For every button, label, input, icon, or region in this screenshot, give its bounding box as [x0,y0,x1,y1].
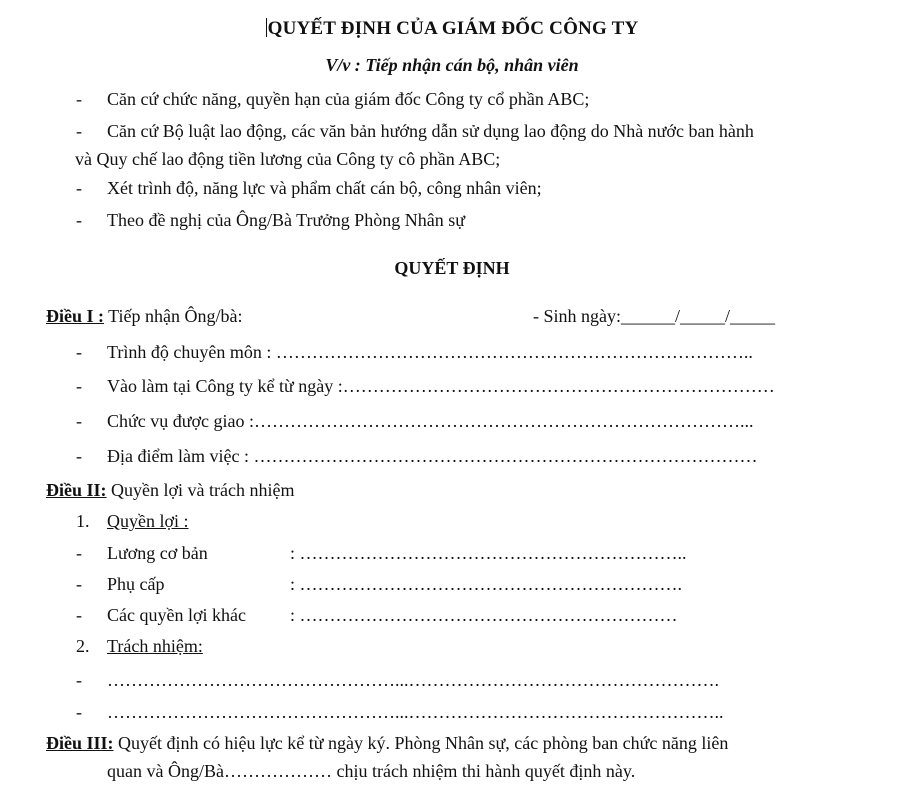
benefit-name: Lương cơ bản [107,543,208,563]
duties-heading: Trách nhiệm: [107,636,203,656]
article-1-item: Trình độ chuyên môn : …………………………………………………………………….. [107,342,753,362]
article-1-item: Chức vụ được giao :………………………………………………………………………... [107,411,754,431]
preamble-line: Căn cứ chức năng, quyền hạn của giám đốc Công ty cổ phần ABC; [107,89,590,109]
bullet: - [76,605,82,625]
article-3-text-continued: quan và Ông/Bà……………… chịu trách nhiệm thi hành quyết định này. [107,761,636,781]
benefit-name: Các quyền lợi khác [107,605,246,625]
bullet: - [76,702,82,722]
preamble-line: Xét trình độ, năng lực và phẩm chất cán bộ, công nhân viên; [107,178,542,198]
article-1-heading [46,306,243,327]
benefit-value: : ………………………………………………………. [290,574,683,594]
article-3-text: Quyết định có hiệu lực kể từ ngày ký. Phòng Nhân sự, các phòng ban chức năng liên [113,733,729,753]
bullet: - [76,376,82,396]
article-2-heading [46,480,294,501]
article-3-heading [46,733,728,754]
bullet: - [76,543,82,563]
bullet: - [76,342,82,362]
bullet: - [76,574,82,594]
article-1-text: Tiếp nhận Ông/bà: [104,306,243,326]
article-3-label: Điều III: [46,733,114,753]
article-2-text: Quyền lợi và trách nhiệm [106,480,295,500]
duty-line: …………………………………………...…………………………………………….. [107,702,724,722]
duty-line: …………………………………………...……………………………………………. [107,670,719,690]
bullet: - [76,670,82,690]
document-title [0,18,904,40]
bullet: - [76,121,82,141]
birth-date-field: - Sinh ngày:______/_____/_____ [533,306,775,326]
preamble-line: và Quy chế lao động tiền lương của Công ty cô phần ABC; [75,149,501,169]
duties-number: 2. [76,636,90,656]
bullet: - [76,446,82,466]
preamble-line: Theo đề nghị của Ông/Bà Trưởng Phòng Nhân sự [107,210,466,230]
benefit-value: : ……………………………………………………… [290,605,678,625]
bullet: - [76,178,82,198]
bullet: - [76,210,82,230]
document-title-text: QUYẾT ĐỊNH CỦA GIÁM ĐỐC CÔNG TY [267,18,639,39]
preamble-line: Căn cứ Bộ luật lao động, các văn bản hướng dẫn sử dụng lao động do Nhà nước ban hành [107,121,754,141]
benefit-name: Phụ cấp [107,574,165,594]
bullet: - [76,411,82,431]
benefits-heading: Quyền lợi : [107,511,189,531]
article-1-label: Điều I : [46,306,104,326]
article-1-item: Vào làm tại Công ty kể từ ngày :……………………………………………………………… [107,376,775,396]
document-subtitle: V/v : Tiếp nhận cán bộ, nhân viên [325,55,579,75]
bullet: - [76,89,82,109]
benefits-number: 1. [76,511,90,531]
text-cursor [266,18,267,37]
decision-heading: QUYẾT ĐỊNH [394,258,510,278]
benefit-value: : ……………………………………………………….. [290,543,687,563]
article-1-item: Địa điểm làm việc : ………………………………………………………………………… [107,446,758,466]
article-2-label: Điều II: [46,480,107,500]
